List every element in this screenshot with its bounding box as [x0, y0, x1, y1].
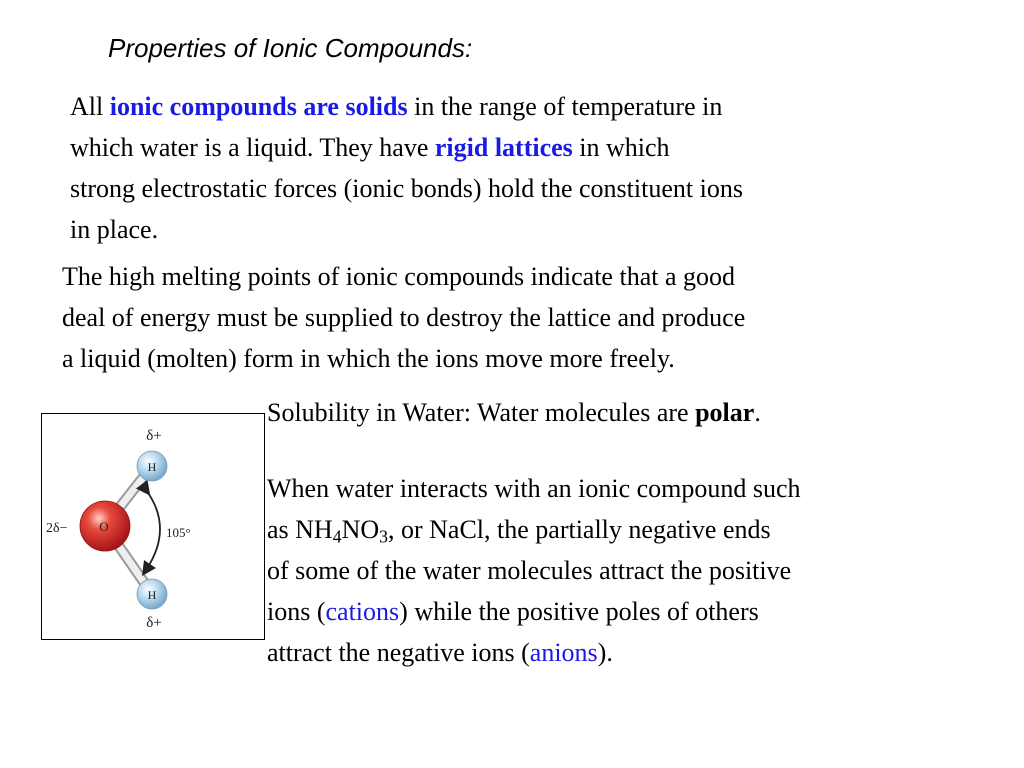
text-span: in which — [579, 133, 670, 162]
p4-line-1: When water interacts with an ionic compound such — [267, 474, 801, 503]
melting-point-paragraph — [62, 256, 982, 379]
hydrogen-label-top: H — [147, 460, 157, 474]
text-span: as NH — [267, 515, 333, 544]
oxygen-label: O — [99, 519, 109, 534]
p2-line-1: The high melting points of ionic compounds indicate that a good — [62, 262, 735, 291]
p4-line-2 — [267, 509, 1017, 550]
text-span: All — [70, 92, 104, 121]
highlight-ionic-solids: ionic compounds are solids — [109, 92, 408, 121]
p4-line-4 — [267, 591, 1017, 632]
water-molecule-figure — [41, 413, 265, 640]
partial-positive-top-label: δ+ — [146, 428, 162, 444]
subscript: 3 — [379, 526, 388, 547]
highlight-anions: anions — [529, 638, 598, 667]
p2-line-2: deal of energy must be supplied to destroy the lattice and produce — [62, 303, 746, 332]
p4-line-5 — [267, 632, 1017, 673]
text-span: ions ( — [267, 597, 326, 626]
p1-line-2 — [70, 127, 970, 168]
text-span: in the range of temperature in — [414, 92, 723, 121]
partial-negative-label: 2δ− — [46, 521, 68, 536]
text-span: ). — [597, 638, 613, 667]
page-title: Properties of Ionic Compounds: — [108, 33, 473, 63]
solids-paragraph — [70, 86, 970, 250]
angle-arrow — [146, 490, 160, 570]
bond-angle-label: 105° — [166, 525, 191, 540]
text-span: ) while the positive poles of others — [399, 597, 759, 626]
partial-positive-bottom-label: δ+ — [146, 615, 162, 631]
text-span: NO — [341, 515, 380, 544]
p3-line-1 — [267, 392, 1007, 433]
subscript: 4 — [332, 526, 342, 547]
p1-line-3: strong electrostatic forces (ionic bonds) hold the constituent ions — [70, 174, 743, 203]
highlight-cations: cations — [325, 597, 400, 626]
p2-line-3: a liquid (molten) form in which the ions move more freely. — [62, 344, 675, 373]
text-span: Solubility in Water: Water molecules are — [267, 398, 689, 427]
hydrogen-label-bottom: H — [147, 588, 157, 602]
interaction-paragraph — [267, 468, 1017, 673]
water-molecule-diagram — [42, 414, 264, 639]
text-span: attract the negative ions ( — [267, 638, 530, 667]
text-span: . — [754, 398, 761, 427]
highlight-rigid-lattices: rigid lattices — [434, 133, 573, 162]
p1-line-1 — [70, 86, 970, 127]
p4-line-3: of some of the water molecules attract the positive — [267, 556, 792, 585]
p1-line-4: in place. — [70, 215, 159, 244]
polar-bold: polar — [695, 398, 755, 427]
text-span: which water is a liquid. They have — [70, 133, 429, 162]
solubility-paragraph — [267, 392, 1007, 433]
text-span: , or NaCl, the partially negative ends — [387, 515, 771, 544]
